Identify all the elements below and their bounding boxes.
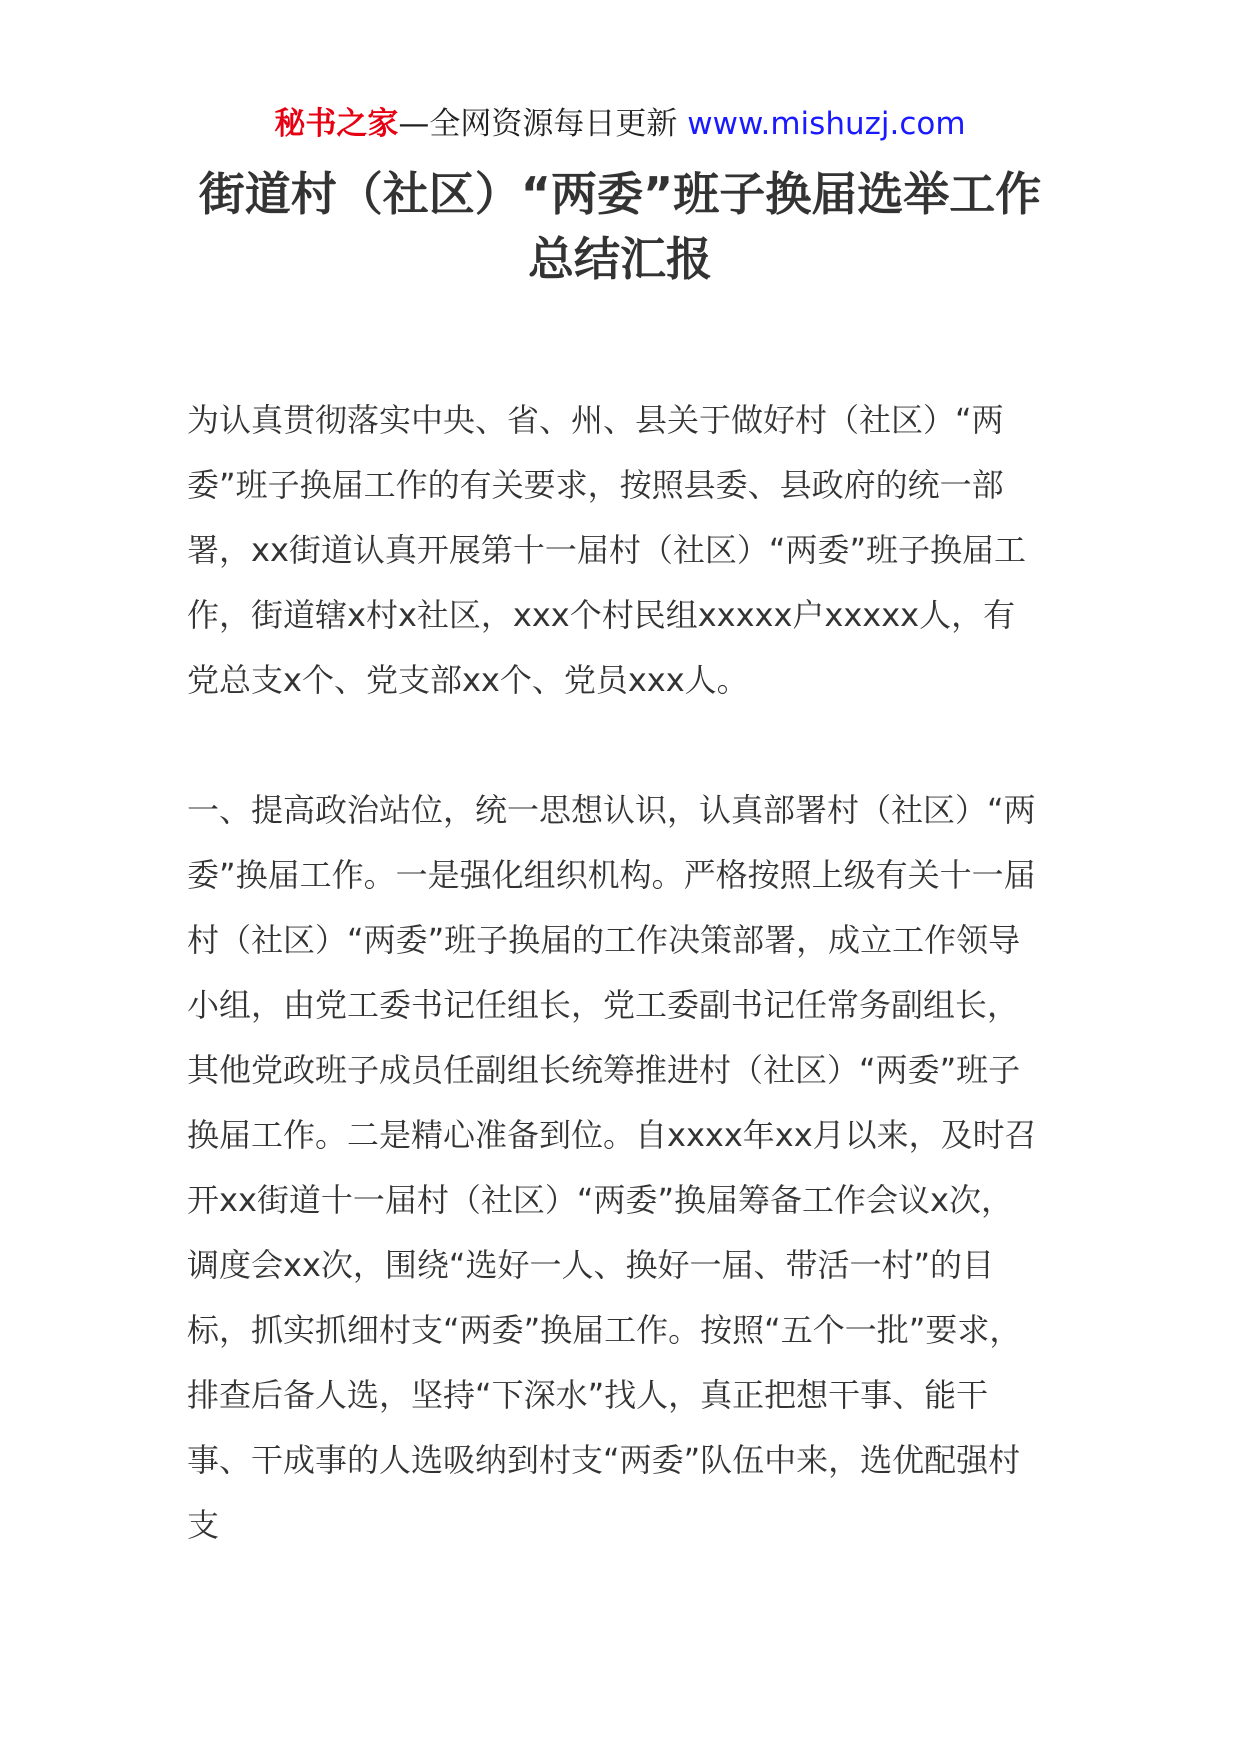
site-header (0, 100, 1240, 148)
intro-paragraph: 为认真贯彻落实中央、省、州、县关于做好村（社区）“两委”班子换届工作的有关要求，按照县委、县政府的统一部署，xx街道认真开展第十一届村（社区）“两委”班子换届工作，街道辖x村x社区，xxx个村民组xxxxx户xxxxx人，有党总支x个、党支部xx个、党员xxx人。 (187, 401, 1027, 699)
brand-name: 秘书之家 (274, 106, 399, 142)
document-title: 街道村（社区）“两委”班子换届选举工作总结汇报 (198, 167, 1042, 286)
document-body (187, 388, 1041, 1558)
header-tagline: —全网资源每日更新 (398, 106, 678, 142)
site-url-link[interactable]: www.mishuzj.com (687, 106, 966, 142)
section-one-paragraph: 一、提高政治站位，统一思想认识，认真部署村（社区）“两委”换届工作。一是强化组织机构。严格按照上级有关十一届村（社区）“两委”班子换届的工作决策部署，成立工作领导小组，由党工委书记任组长，党工委副书记任常务副组长，其他党政班子成员任副组长统筹推进村（社区）“两委”班子换届工作。二是精心准备到位。自xxxx年xx月以来，及时召开xx街道十一届村（社区）“两委”换届筹备工作会议x次，调度会xx次，围绕“选好一人、换好一届、带活一村”的目标，抓实抓细村支“两委”换届工作。按照“五个一批”要求，排查后备人选，坚持“下深水”找人，真正把想干事、能干事、干成事的人选吸纳到村支“两委”队伍中来，选优配强村支 (187, 791, 1037, 1544)
